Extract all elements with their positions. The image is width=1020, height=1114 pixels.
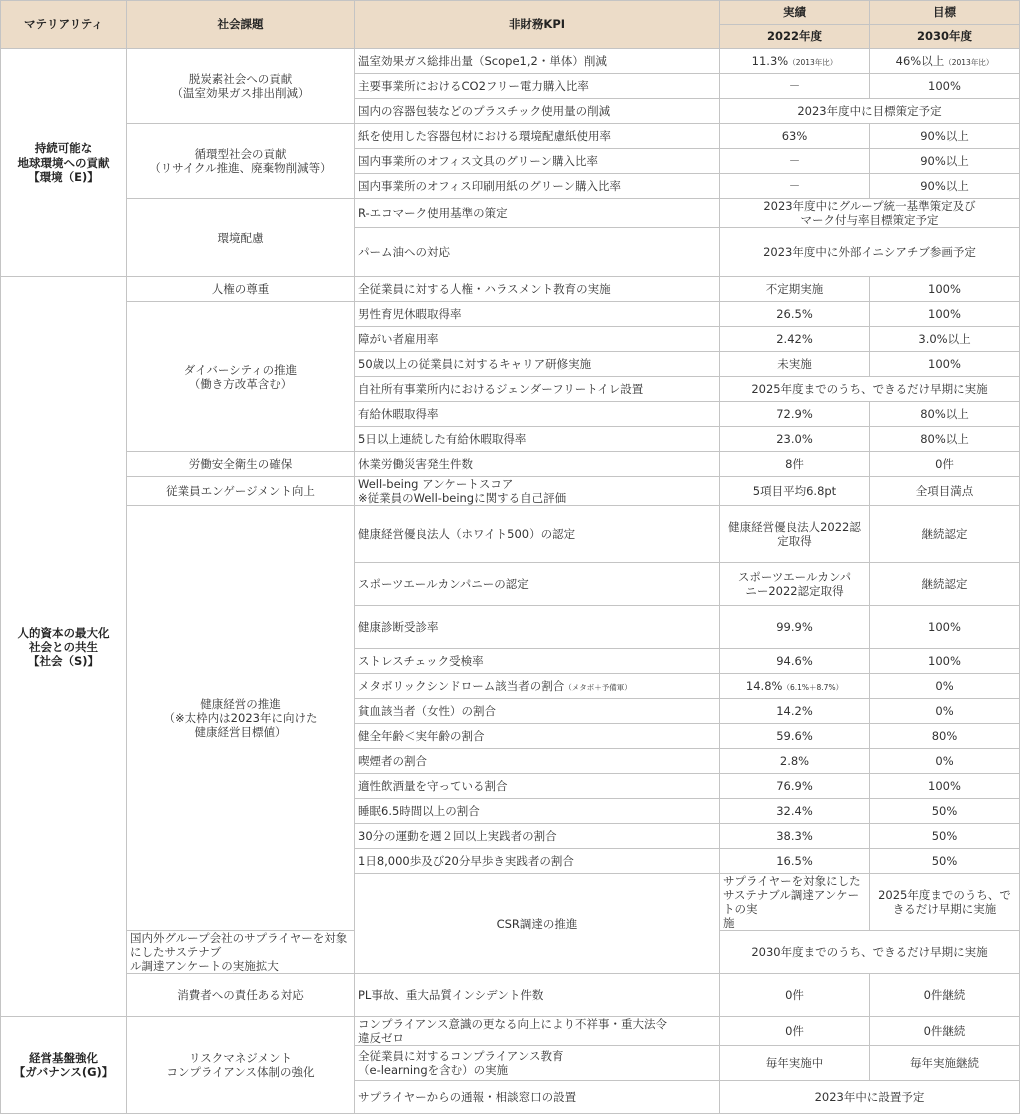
- kpi-row: [1, 49, 1020, 74]
- actual-cell: [720, 824, 870, 849]
- materiality-governance: 経営基盤強化 【ガバナンス(G)】: [1, 1017, 127, 1114]
- kpi-text: 男性育児休暇取得率: [358, 307, 462, 322]
- actual-cell: [720, 649, 870, 674]
- header-target: 目標: [870, 1, 1020, 25]
- header-actual-year: 2022年度: [720, 25, 870, 49]
- kpi-text: 国内外グループ会社のサプライヤーを対象にしたサステナブ ル調達アンケートの実施拡大: [130, 931, 348, 974]
- kpi-row: [1, 199, 1020, 228]
- kpi-text: Well-being アンケートスコア ※従業員のWell-beingに関する自己評価: [358, 477, 567, 506]
- target-cell: [870, 74, 1020, 99]
- kpi-cell: [720, 874, 870, 931]
- merged-value: 2023年度中にグループ統一基準策定及び マーク付与率目標策定予定: [720, 199, 1020, 228]
- actual-value: 2.8%: [779, 754, 810, 769]
- target-cell: [870, 49, 1020, 74]
- actual-cell: [720, 174, 870, 199]
- target-cell: [870, 849, 1020, 874]
- merged-value: 2023年度中に外部イニシアチブ参画予定: [720, 228, 1020, 277]
- actual-cell: [720, 606, 870, 649]
- kpi-cell: [355, 974, 720, 1017]
- actual-cell: [720, 974, 870, 1017]
- target-cell: [870, 606, 1020, 649]
- issue-diversity: ダイバーシティの推進 （働き方改革含む）: [127, 302, 355, 452]
- header-kpi: 非財務KPI: [355, 1, 720, 49]
- target-value: 100%: [928, 282, 961, 297]
- actual-cell: [720, 302, 870, 327]
- actual-value: 14.2%: [776, 704, 813, 719]
- kpi-row: [1, 302, 1020, 327]
- actual-cell: [720, 327, 870, 352]
- kpi-cell: [355, 427, 720, 452]
- target-cell: [870, 699, 1020, 724]
- target-value: 50%: [931, 829, 958, 844]
- kpi-row: [1, 477, 1020, 506]
- kpi-cell: [355, 1017, 720, 1046]
- header-materiality: マテリアリティ: [1, 1, 127, 49]
- value-note: （2013年比）: [944, 57, 994, 67]
- kpi-text: コンプライアンス意識の更なる向上により不祥事・重大法令 違反ゼロ: [358, 1017, 668, 1046]
- actual-value: 5項目平均6.8pt: [752, 484, 837, 499]
- target-cell: [870, 149, 1020, 174]
- target-value: 3.0%以上: [918, 332, 971, 347]
- kpi-text: 健全年齢＜実年齢の割合: [358, 729, 485, 744]
- header-actual: 実績: [720, 1, 870, 25]
- issue-safety: 労働安全衛生の確保: [127, 452, 355, 477]
- kpi-cell: [355, 302, 720, 327]
- actual-cell: [720, 674, 870, 699]
- kpi-row: [1, 277, 1020, 302]
- actual-cell: [720, 749, 870, 774]
- kpi-cell: [355, 1046, 720, 1081]
- kpi-cell: [355, 352, 720, 377]
- target-cell: [870, 352, 1020, 377]
- kpi-text: パーム油への対応: [358, 245, 450, 260]
- kpi-row: [1, 974, 1020, 1017]
- merged-value: 2030年度までのうち、できるだけ早期に実施: [720, 931, 1020, 974]
- actual-value: 14.8%: [745, 679, 783, 694]
- target-cell: [870, 563, 1020, 606]
- kpi-text: 適性飲酒量を守っている割合: [358, 779, 508, 794]
- kpi-text: サプライヤーからの通報・相談窓口の設置: [358, 1090, 577, 1105]
- actual-cell: [720, 799, 870, 824]
- issue-envcare: 環境配慮: [127, 199, 355, 277]
- kpi-cell: [355, 649, 720, 674]
- target-value: 毎年実施継続: [910, 1056, 979, 1071]
- kpi-text: 30分の運動を週２回以上実践者の割合: [358, 829, 557, 844]
- kpi-cell: [355, 124, 720, 149]
- kpi-text: 紙を使用した容器包材における環境配慮紙使用率: [358, 128, 611, 143]
- target-cell: [870, 477, 1020, 506]
- target-cell: [870, 974, 1020, 1017]
- kpi-cell: [355, 49, 720, 74]
- kpi-cell: [355, 477, 720, 506]
- kpi-text: 喫煙者の割合: [358, 754, 427, 769]
- kpi-text: 有給休暇取得率: [358, 407, 439, 422]
- kpi-cell: [355, 724, 720, 749]
- value-note: （メタボ＋予備軍）: [564, 683, 632, 693]
- kpi-row: [1, 1017, 1020, 1046]
- merged-value: 2023年度中に目標策定予定: [720, 99, 1020, 124]
- actual-value: 38.3%: [776, 829, 813, 844]
- target-value: 0%: [935, 754, 954, 769]
- kpi-text: ストレスチェック受検率: [358, 654, 484, 669]
- kpi-text: 障がい者雇用率: [358, 332, 439, 347]
- actual-cell: [720, 724, 870, 749]
- actual-value: 未実施: [777, 357, 812, 372]
- kpi-cell: [355, 452, 720, 477]
- actual-value: 0件: [785, 1024, 804, 1039]
- kpi-cell: [355, 563, 720, 606]
- target-cell: [870, 506, 1020, 563]
- target-cell: [870, 402, 1020, 427]
- issue-decarb: 脱炭素社会への貢献 （温室効果ガス排出削減）: [127, 49, 355, 124]
- actual-cell: [720, 1017, 870, 1046]
- actual-value: スポーツエールカンパ ニー2022認定取得: [737, 570, 852, 599]
- actual-value: 23.0%: [776, 432, 813, 447]
- target-cell: [870, 824, 1020, 849]
- actual-value: 59.6%: [776, 729, 813, 744]
- kpi-row: [1, 452, 1020, 477]
- kpi-cell: [355, 199, 720, 228]
- value-note: （6.1%＋8.7%）: [782, 683, 844, 693]
- kpi-text: サプライヤーを対象にしたサステナブル調達アンケートの実 施: [723, 874, 861, 931]
- kpi-text: 1日8,000歩及び20分早歩き実践者の割合: [358, 854, 574, 869]
- target-cell: [870, 724, 1020, 749]
- kpi-cell: [355, 824, 720, 849]
- actual-value: －: [788, 78, 801, 93]
- target-value: 100%: [928, 78, 961, 93]
- kpi-cell: [355, 749, 720, 774]
- header-target-year: 2030年度: [870, 25, 1020, 49]
- target-value: 0%: [935, 704, 954, 719]
- target-value: 100%: [928, 357, 961, 372]
- issue-engage: 従業員エンゲージメント向上: [127, 477, 355, 506]
- kpi-cell: [355, 799, 720, 824]
- actual-value: 2.42%: [776, 332, 813, 347]
- actual-cell: [720, 277, 870, 302]
- actual-cell: [720, 74, 870, 99]
- actual-cell: [720, 563, 870, 606]
- kpi-text: 国内事業所のオフィス印刷用紙のグリーン購入比率: [358, 178, 622, 193]
- materiality-environment: 持続可能な 地球環境への貢献 【環境（E)】: [1, 49, 127, 277]
- kpi-cell: [355, 174, 720, 199]
- kpi-text: 健康診断受診率: [358, 620, 439, 635]
- kpi-text: 自社所有事業所内におけるジェンダーフリートイレ設置: [358, 382, 644, 397]
- kpi-row: [1, 506, 1020, 563]
- actual-cell: [720, 849, 870, 874]
- kpi-text: 健康経営優良法人（ホワイト500）の認定: [358, 527, 576, 542]
- target-value: 90%以上: [920, 178, 969, 193]
- target-cell: [870, 124, 1020, 149]
- kpi-text: 国内の容器包装などのプラスチック使用量の削減: [358, 103, 611, 118]
- target-value: 継続認定: [921, 577, 968, 592]
- actual-value: 94.6%: [776, 654, 813, 669]
- target-value: 90%以上: [920, 153, 969, 168]
- actual-cell: [720, 49, 870, 74]
- target-value: 100%: [928, 654, 961, 669]
- target-value: 80%以上: [920, 432, 969, 447]
- actual-cell: [720, 506, 870, 563]
- kpi-text: 全従業員に対するコンプライアンス教育 （e-learningを含む）の実施: [358, 1049, 564, 1078]
- actual-value: 毎年実施中: [765, 1056, 824, 1071]
- kpi-cell: [355, 74, 720, 99]
- kpi-text: 休業労働災害発生件数: [358, 457, 473, 472]
- target-cell: [870, 674, 1020, 699]
- kpi-text: 国内事業所のオフィス文具のグリーン購入比率: [358, 153, 599, 168]
- actual-cell: [720, 149, 870, 174]
- actual-value: 63%: [781, 128, 808, 143]
- issue-circular: 循環型社会の貢献 （リサイクル推進、廃棄物削減等）: [127, 124, 355, 199]
- actual-cell: [720, 699, 870, 724]
- kpi-cell: [355, 228, 720, 277]
- target-cell: [870, 649, 1020, 674]
- kpi-text: 50歳以上の従業員に対するキャリア研修実施: [358, 357, 592, 372]
- actual-value: －: [788, 178, 801, 193]
- kpi-cell: [355, 99, 720, 124]
- kpi-cell: [355, 149, 720, 174]
- kpi-cell: [355, 506, 720, 563]
- target-cell: [870, 302, 1020, 327]
- actual-value: 0件: [785, 988, 804, 1003]
- actual-value: 99.9%: [776, 620, 813, 635]
- kpi-text: 5日以上連続した有給休暇取得率: [358, 432, 527, 447]
- actual-cell: [720, 352, 870, 377]
- target-cell: [870, 1046, 1020, 1081]
- target-value: 100%: [928, 779, 961, 794]
- target-cell: [870, 277, 1020, 302]
- kpi-cell: [355, 699, 720, 724]
- target-value: 継続認定: [921, 527, 968, 542]
- kpi-text: スポーツエールカンパニーの認定: [358, 577, 529, 592]
- target-value: 80%: [931, 729, 958, 744]
- target-value: 0件継続: [923, 1024, 966, 1039]
- kpi-text: 主要事業所におけるCO2フリー電力購入比率: [358, 78, 589, 93]
- target-value: 0件: [935, 457, 954, 472]
- kpi-text: 温室効果ガス総排出量（Scope1,2・単体）削減: [358, 53, 607, 68]
- target-value: 80%以上: [920, 407, 969, 422]
- kpi-cell: [127, 931, 355, 974]
- target-value: 50%: [931, 804, 958, 819]
- actual-cell: [720, 452, 870, 477]
- merged-value: 2023年中に設置予定: [720, 1081, 1020, 1114]
- kpi-cell: [355, 774, 720, 799]
- kpi-cell: [355, 1081, 720, 1114]
- merged-value: 2025年度までのうち、できるだけ早期に実施: [870, 874, 1020, 931]
- target-value: 0%: [935, 679, 954, 694]
- issue-csr: CSR調達の推進: [355, 874, 720, 974]
- actual-value: 不定期実施: [765, 282, 824, 297]
- target-cell: [870, 774, 1020, 799]
- target-value: 100%: [928, 620, 961, 635]
- target-value: 90%以上: [920, 128, 969, 143]
- kpi-cell: [355, 606, 720, 649]
- kpi-text: 睡眠6.5時間以上の割合: [358, 804, 480, 819]
- actual-value: 健康経営優良法人2022認 定取得: [728, 520, 861, 549]
- header-issue: 社会課題: [127, 1, 355, 49]
- target-value: 46%以上: [895, 53, 945, 68]
- actual-cell: [720, 427, 870, 452]
- issue-health: 健康経営の推進 （※太枠内は2023年に向けた 健康経営目標値）: [127, 506, 355, 931]
- target-cell: [870, 1017, 1020, 1046]
- issue-risk: リスクマネジメント コンプライアンス体制の強化: [127, 1017, 355, 1114]
- target-cell: [870, 174, 1020, 199]
- actual-value: 32.4%: [776, 804, 813, 819]
- actual-cell: [720, 477, 870, 506]
- actual-cell: [720, 774, 870, 799]
- kpi-cell: [355, 849, 720, 874]
- merged-value: 2025年度までのうち、できるだけ早期に実施: [720, 377, 1020, 402]
- kpi-text: 全従業員に対する人権・ハラスメント教育の実施: [358, 282, 611, 297]
- kpi-text: メタボリックシンドローム該当者の割合: [358, 679, 565, 694]
- actual-value: －: [788, 153, 801, 168]
- target-value: 100%: [928, 307, 961, 322]
- target-cell: [870, 427, 1020, 452]
- issue-consumer: 消費者への責任ある対応: [127, 974, 355, 1017]
- target-cell: [870, 327, 1020, 352]
- kpi-text: 貧血該当者（女性）の割合: [358, 704, 496, 719]
- actual-value: 11.3%: [751, 53, 789, 68]
- kpi-cell: [355, 674, 720, 699]
- actual-value: 26.5%: [776, 307, 813, 322]
- actual-cell: [720, 1046, 870, 1081]
- target-value: 50%: [931, 854, 958, 869]
- kpi-text: PL事故、重大品質インシデント件数: [358, 988, 544, 1003]
- actual-value: 76.9%: [776, 779, 813, 794]
- target-cell: [870, 749, 1020, 774]
- target-value: 全項目満点: [915, 484, 974, 499]
- kpi-cell: [355, 327, 720, 352]
- actual-cell: [720, 402, 870, 427]
- actual-value: 8件: [785, 457, 804, 472]
- actual-value: 72.9%: [776, 407, 813, 422]
- kpi-cell: [355, 377, 720, 402]
- kpi-row: [1, 124, 1020, 149]
- materiality-social: 人的資本の最大化 社会との共生 【社会（S)】: [1, 277, 127, 1017]
- issue-hr: 人権の尊重: [127, 277, 355, 302]
- target-cell: [870, 799, 1020, 824]
- header-row: [1, 1, 1020, 25]
- actual-value: 16.5%: [776, 854, 813, 869]
- target-value: 0件継続: [923, 988, 966, 1003]
- kpi-cell: [355, 277, 720, 302]
- target-cell: [870, 452, 1020, 477]
- value-note: （2013年比）: [788, 57, 838, 67]
- actual-cell: [720, 124, 870, 149]
- kpi-text: R-エコマーク使用基準の策定: [358, 206, 508, 220]
- kpi-cell: [355, 402, 720, 427]
